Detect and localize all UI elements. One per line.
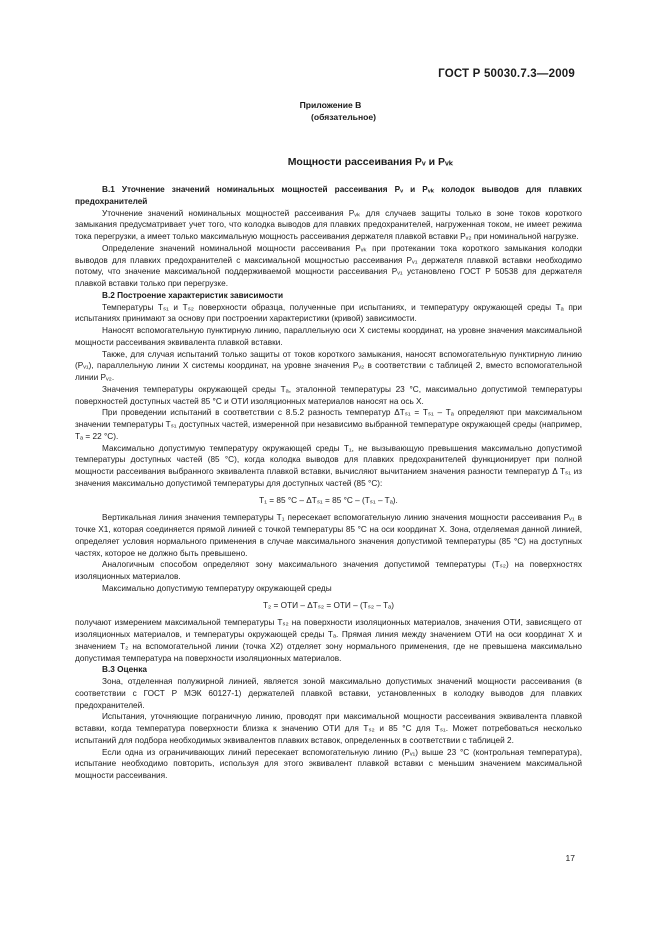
standard-header: ГОСТ Р 50030.7.3—2009	[438, 68, 575, 80]
formula: T₁ = 85 °С – ΔTₛ₁ = 85 °С – (Tₛ₁ – Tₐ).	[259, 495, 398, 505]
formula: T₂ = ОТИ – ΔTₛ₂ = ОТИ – (Tₛ₂ – Tₐ)	[263, 600, 394, 610]
paragraph: Температуры Tₛ₁ и Tₛ₂ поверхности образца, полученные при испытаниях, и температуру окружающей среды Tₐ при испытаниях принимают за основу при построении характеристики (кривой) зависимости.	[75, 302, 582, 324]
paragraph: Также, для случая испытаний только защиты от токов короткого замыкания, наносят вспомогательную пунктирную линию (Pᵥ₁), параллельную линии X системы координат, на уровне значения Pᵥ₂ в соответствии с таблицей 2, вместо вспомогательной линии Pᵥ₂.	[75, 349, 582, 382]
paragraph: Испытания, уточняющие пограничную линию, проводят при максимальной мощности рассеивания эквивалента плавкой вставки, когда температура поверхности близка к значению ОТИ для Tₛ₂ и 85 °С для Tₛ₁. Может потребоваться несколько испытаний для подбора необходимых эквивалентов плавких вставок, определенных в соответствии с таблицей 2.	[75, 712, 582, 745]
paragraph: Максимально допустимую температуру окружающей среды	[102, 583, 332, 593]
paragraph: получают измерением максимальной температуры Tₛ₂ на поверхности изоляционных материалов, значения ОТИ, зависящего от изоляционных материалов, и температуры окружающей среды Tₐ. Прямая линия между значением ОТИ на оси координат X и значением T₂ на вспомогательной линии (точка X2) отделяет зону нормального применения, где не превышена максимально допустимая температура на поверхности изоляционных материалов.	[75, 618, 582, 663]
paragraph: Значения температуры окружающей среды Tₐ, эталонной температуры 23 °С, максимально допустимой температуры поверхностей доступных частей 85 °С и ОТИ изоляционных материалов наносят на ось X.	[75, 384, 582, 406]
annex-title: Приложение В	[299, 100, 362, 110]
section-heading: В.2 Построение характеристик зависимости	[102, 290, 284, 300]
paragraph: Уточнение значений номинальных мощностей рассеивания Pᵥₖ для случаев защиты только в зоне токов короткого замыкания предусматривает учет того, что колодка выводов для плавких предохранителей, нагруженная током, не имеет режима тока перегрузки, а имеет только максимальную мощность рассеивания держателя плавкой вставки Pᵥ₂ при номинальной нагрузке.	[75, 208, 582, 241]
paragraph: Если одна из ограничивающих линий пересекает вспомогательную линию (Pᵥ₁) выше 23 °С (контрольная температура), испытание необходимо повторить, используя для этого эквивалент плавкой вставки с меньшим значением максимальной мощности рассеивания.	[75, 747, 582, 780]
annex-status: (обязательное)	[310, 112, 377, 122]
paragraph: Максимально допустимую температуру окружающей среды T₁, не вызывающую превышения максимально допустимой температуры доступных частей (85 °С), когда колодка выводов для плавких предохранителей функционирует при полной мощности рассеивания выбранного эквивалента плавкой вставки, вычисляют вычитанием значения разности температур Δ Tₛ₁ из значения максимально допустимой температуры для доступных частей (85 °С):	[75, 443, 582, 488]
section-title: Мощности рассеивания Pᵥ и Pᵥₖ	[287, 156, 454, 168]
section-heading: В.3 Оценка	[102, 665, 147, 675]
page-number: 17	[565, 853, 575, 863]
paragraph: При проведении испытаний в соответствии с 8.5.2 разность температур ΔTₛ₁ = Tₛ₁ – Tₐ определяют при максимальном значении температуры Tₛ₁ доступных частей, измеренной при независимо выбранной температуре окружающей среды (например, Tₐ = 22 °С).	[75, 408, 582, 441]
paragraph: Зона, отделенная полужирной линией, является зоной максимально допустимых значений мощности рассеивания (в соответствии с ГОСТ Р МЭК 60127-1) держателей плавкой вставки, установленных в колодку выводов для плавких предохранителей.	[75, 677, 582, 710]
paragraph: Наносят вспомогательную пунктирную линию, параллельную оси X системы координат, на уровне значения максимальной мощности рассеивания эквивалента плавкой вставки.	[75, 326, 582, 347]
paragraph: Аналогичным способом определяют зону максимального значения допустимой температуры (Tₛ₂) на поверхностях изоляционных материалов.	[75, 560, 582, 581]
paragraph: Определение значений номинальной мощности рассеивания Pᵥₖ при протекании тока короткого замыкания колодки выводов для плавких предохранителей с максимальной мощностью рассеивания Pᵥ₁ держателя плавкой вставки необходимо потому, что значение максимальной поддерживаемой мощности рассеивания Pᵥ₁ установлено ГОСТ Р 50538 для держателя плавкой вставки только при перегрузке.	[75, 243, 582, 288]
paragraph: Вертикальная линия значения температуры T₁ пересекает вспомогательную линию значения мощности рассеивания Pᵥ₁ в точке X1, которая соединяется прямой линией с точкой температуры 85 °С на оси координат X. Зона, отделяемая данной линией, определяет условия нормального применения в случае максимального значения допустимой температуры (85 °С) на доступных частях, которое не должно быть превышено.	[75, 513, 582, 558]
annex-label	[0, 99, 661, 123]
section-heading: В.1 Уточнение значений номинальных мощностей рассеивания Pᵥ и Pᵥₖ колодок выводов для плавких предохранителей	[75, 185, 582, 206]
document-body	[75, 184, 582, 782]
